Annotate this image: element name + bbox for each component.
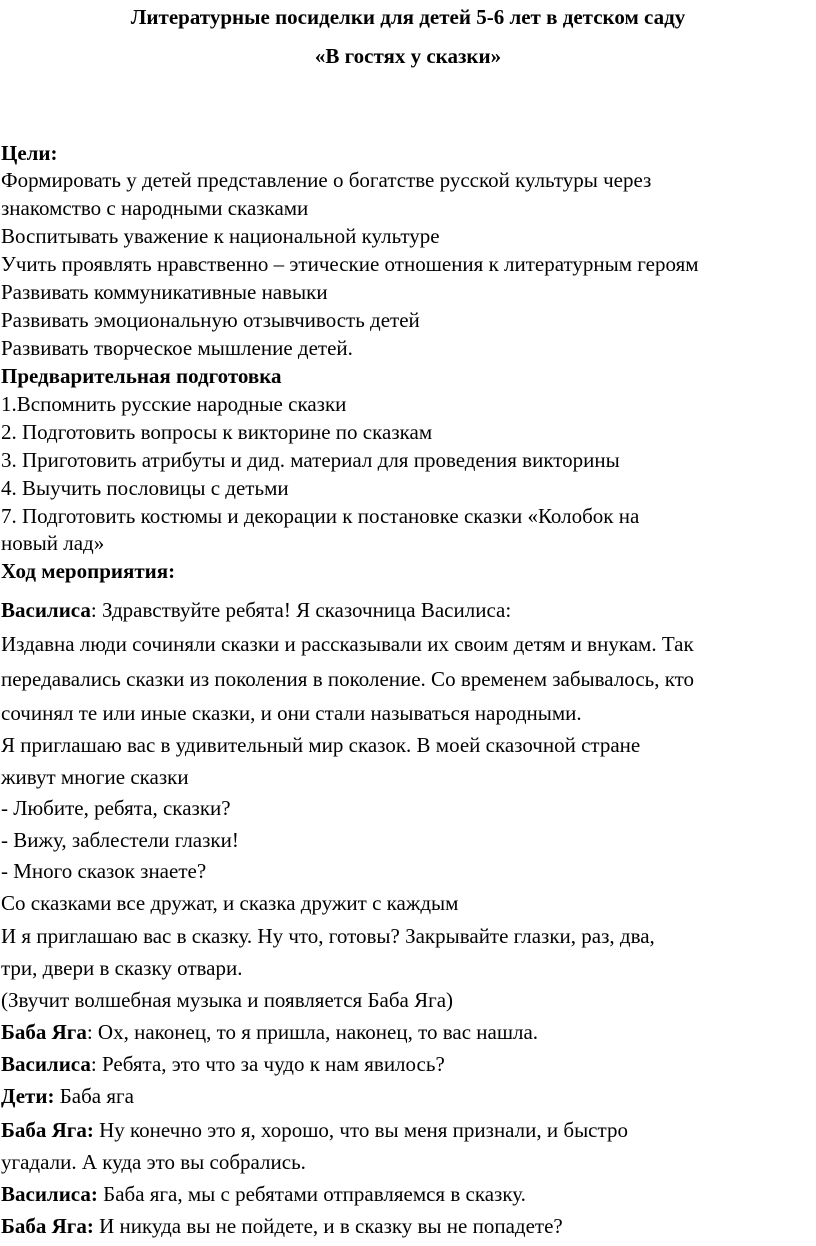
- goals-heading: Цели:: [1, 141, 58, 165]
- preparation-heading: Предварительная подготовка: [1, 364, 282, 388]
- speech-text: И никуда вы не пойдете, и в сказку вы не попадете?: [93, 1214, 563, 1238]
- goal-line: Развивать коммуникативные навыки: [1, 280, 328, 304]
- speaker-name: Василиса: [1, 598, 91, 622]
- script-line: [1, 631, 694, 657]
- speech-text: передавались сказки из поколения в поколение. Со временем забывалось, кто: [1, 667, 695, 691]
- goal-line: Развивать творческое мышление детей.: [1, 336, 353, 360]
- speech-text: Со сказками все дружат, и сказка дружит с каждым: [1, 891, 459, 915]
- speech-text: Издавна люди сочиняли сказки и рассказывали их своим детям и внукам. Так: [1, 632, 694, 656]
- preparation-line: новый лад»: [1, 531, 105, 555]
- speaker-name: Дети:: [1, 1084, 55, 1108]
- script-line: [1, 1019, 538, 1045]
- speech-text: Ну конечно это я, хорошо, что вы меня признали, и быстро: [93, 1118, 628, 1142]
- speech-text: Баба яга, мы с ребятами отправляемся в сказку.: [97, 1182, 526, 1206]
- script-line: [1, 827, 239, 853]
- script-line: [1, 732, 640, 758]
- speech-text: - Вижу, заблестели глазки!: [1, 828, 239, 852]
- preparation-line: 3. Приготовить атрибуты и дид. материал для проведения викторины: [1, 448, 620, 472]
- speech-text: - Любите, ребята, сказки?: [1, 796, 231, 820]
- script-line: [1, 597, 511, 623]
- goal-line: Формировать у детей представление о богатстве русской культуры через: [1, 168, 652, 192]
- script-line: [1, 890, 458, 916]
- script-line: [1, 1051, 445, 1077]
- script-line: [1, 1213, 563, 1239]
- script-line: [1, 764, 189, 790]
- speech-text: три, двери в сказку отвари.: [1, 956, 243, 980]
- preparation-line: 2. Подготовить вопросы к викторине по сказкам: [1, 420, 433, 444]
- script-line: [1, 1149, 306, 1175]
- speech-text: - Много сказок знаете?: [1, 859, 207, 883]
- speech-text: угадали. А куда это вы собрались.: [1, 1150, 306, 1174]
- speaker-name: Баба Яга: [1, 1020, 87, 1044]
- speaker-name: Василиса:: [1, 1182, 98, 1206]
- script-line: [1, 858, 206, 884]
- speaker-name: Василиса: [1, 1052, 91, 1076]
- speech-text: Баба яга: [54, 1084, 134, 1108]
- script-line: [1, 1117, 628, 1143]
- script-line: [1, 987, 453, 1013]
- script-line: [1, 923, 655, 949]
- goal-line: Развивать эмоциональную отзывчивость детей: [1, 308, 420, 332]
- speech-text: : Ребята, это что за чудо к нам явилось?: [90, 1052, 445, 1076]
- speech-text: живут многие сказки: [1, 765, 189, 789]
- goal-line: Воспитывать уважение к национальной культуре: [1, 224, 440, 248]
- preparation-line: 4. Выучить пословицы с детьми: [1, 476, 289, 500]
- speaker-name: Баба Яга:: [1, 1118, 94, 1142]
- speech-text: сочинял те или иные сказки, и они стали называться народными.: [1, 701, 582, 725]
- speech-text: (Звучит волшебная музыка и появляется Баба Яга): [1, 988, 454, 1012]
- speech-text: : Здравствуйте ребята! Я сказочница Василиса:: [90, 598, 512, 622]
- preparation-line: 1.Вспомнить русские народные сказки: [1, 392, 347, 416]
- document-title: Литературные посиделки для детей 5-6 лет в детском саду: [130, 5, 686, 29]
- speech-text: Я приглашаю вас в удивительный мир сказок. В моей сказочной стране: [1, 733, 641, 757]
- speaker-name: Баба Яга:: [1, 1214, 94, 1238]
- script-line: [1, 955, 242, 981]
- script-line: [1, 795, 231, 821]
- script-line: [1, 1083, 134, 1109]
- speech-text: : Ох, наконец, то я пришла, наконец, то вас нашла.: [86, 1020, 539, 1044]
- event-heading: Ход мероприятия:: [1, 559, 176, 583]
- speech-text: И я приглашаю вас в сказку. Ну что, готовы? Закрывайте глазки, раз, два,: [1, 924, 655, 948]
- goal-line: знакомство с народными сказками: [1, 196, 309, 220]
- preparation-line: 7. Подготовить костюмы и декорации к постановке сказки «Колобок на: [1, 504, 640, 528]
- script-line: [1, 700, 582, 726]
- script-line: [1, 666, 694, 692]
- document-subtitle: «В гостях у сказки»: [314, 44, 502, 68]
- script-line: [1, 1181, 526, 1207]
- goal-line: Учить проявлять нравственно – этические отношения к литературным героям: [1, 252, 699, 276]
